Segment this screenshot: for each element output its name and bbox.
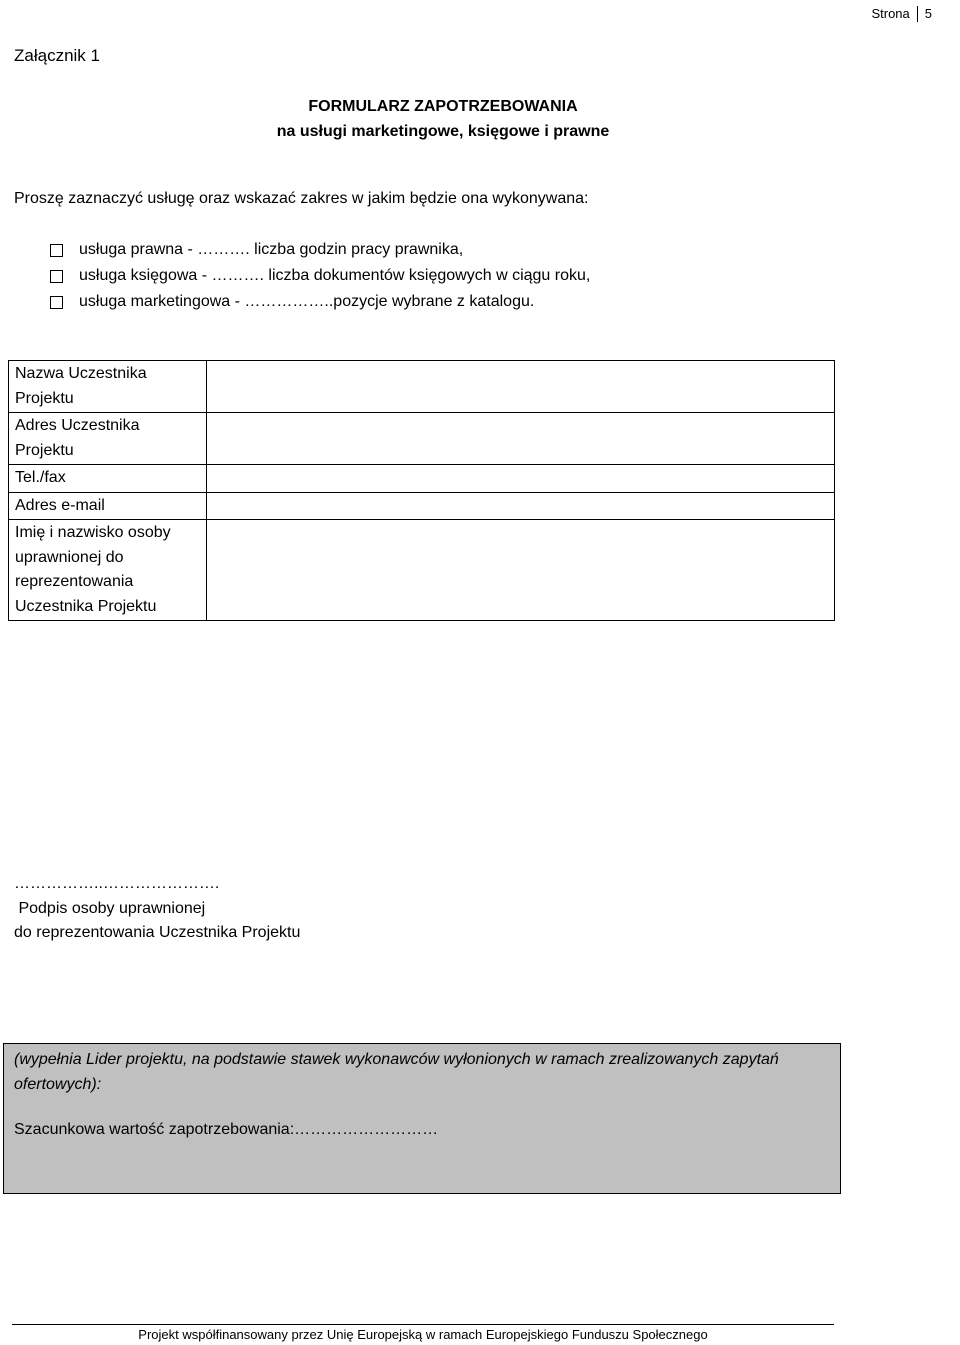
row-label: Adres Uczestnika Projektu <box>9 413 207 465</box>
row-label: Imię i nazwisko osoby uprawnionej do reprezentowania Uczestnika Projektu <box>9 520 207 621</box>
row-label: Adres e-mail <box>9 492 207 520</box>
table-row <box>9 492 835 520</box>
option-marketing-service[interactable] <box>50 289 590 315</box>
page-number: 5 <box>924 6 932 21</box>
table-row <box>9 361 835 413</box>
form-title <box>0 94 886 144</box>
estimated-value: Szacunkowa wartość zapotrzebowania:……………………… <box>14 1121 439 1138</box>
checkbox-marketing[interactable] <box>50 296 63 309</box>
table-row <box>9 520 835 621</box>
option-accounting-service[interactable] <box>50 263 590 289</box>
option-label: usługa prawna - ………. liczba godzin pracy prawnika, <box>79 241 464 258</box>
option-label: usługa księgowa - ………. liczba dokumentów księgowych w ciągu roku, <box>79 267 591 284</box>
table-row <box>9 413 835 465</box>
option-legal-service[interactable] <box>50 237 590 263</box>
instruction-text: Proszę zaznaczyć usługę oraz wskazać zakres w jakim będzie ona wykonywana: <box>14 190 589 207</box>
signature-line: ……………..…………………. <box>14 875 220 892</box>
table-row <box>9 465 835 493</box>
lider-section <box>3 1043 841 1194</box>
lider-note: (wypełnia Lider projektu, na podstawie stawek wykonawców wyłonionych w ramach zrealizowanych zapytań ofertowych): <box>14 1051 779 1093</box>
service-options <box>50 237 590 315</box>
row-label: Tel./fax <box>9 465 207 493</box>
participant-name-field[interactable] <box>207 361 835 413</box>
signature-caption-line1: Podpis osoby uprawnionej <box>14 899 206 917</box>
signature-caption-line2: do reprezentowania Uczestnika Projektu <box>14 924 301 941</box>
footer-text: Projekt współfinansowany przez Unię Europejską w ramach Europejskiego Funduszu Społecznego <box>138 1327 708 1342</box>
email-field[interactable] <box>207 492 835 520</box>
checkbox-legal[interactable] <box>50 244 63 257</box>
attachment-label: Załącznik 1 <box>14 46 100 65</box>
footer-divider <box>12 1324 834 1325</box>
participant-data-table <box>8 360 835 621</box>
form-title-line1: FORMULARZ ZAPOTRZEBOWANIA <box>308 98 578 115</box>
representative-name-field[interactable] <box>207 520 835 621</box>
checkbox-accounting[interactable] <box>50 270 63 283</box>
phone-fax-field[interactable] <box>207 465 835 493</box>
row-label: Nazwa Uczestnika Projektu <box>9 361 207 413</box>
page-label: Strona <box>871 6 910 21</box>
form-title-line2: na usługi marketingowe, księgowe i prawne <box>276 123 610 140</box>
signature-block <box>14 872 300 946</box>
header-separator <box>917 6 918 22</box>
page-header <box>871 5 932 23</box>
option-label: usługa marketingowa - ……………..pozycje wybrane z katalogu. <box>79 293 535 310</box>
participant-address-field[interactable] <box>207 413 835 465</box>
